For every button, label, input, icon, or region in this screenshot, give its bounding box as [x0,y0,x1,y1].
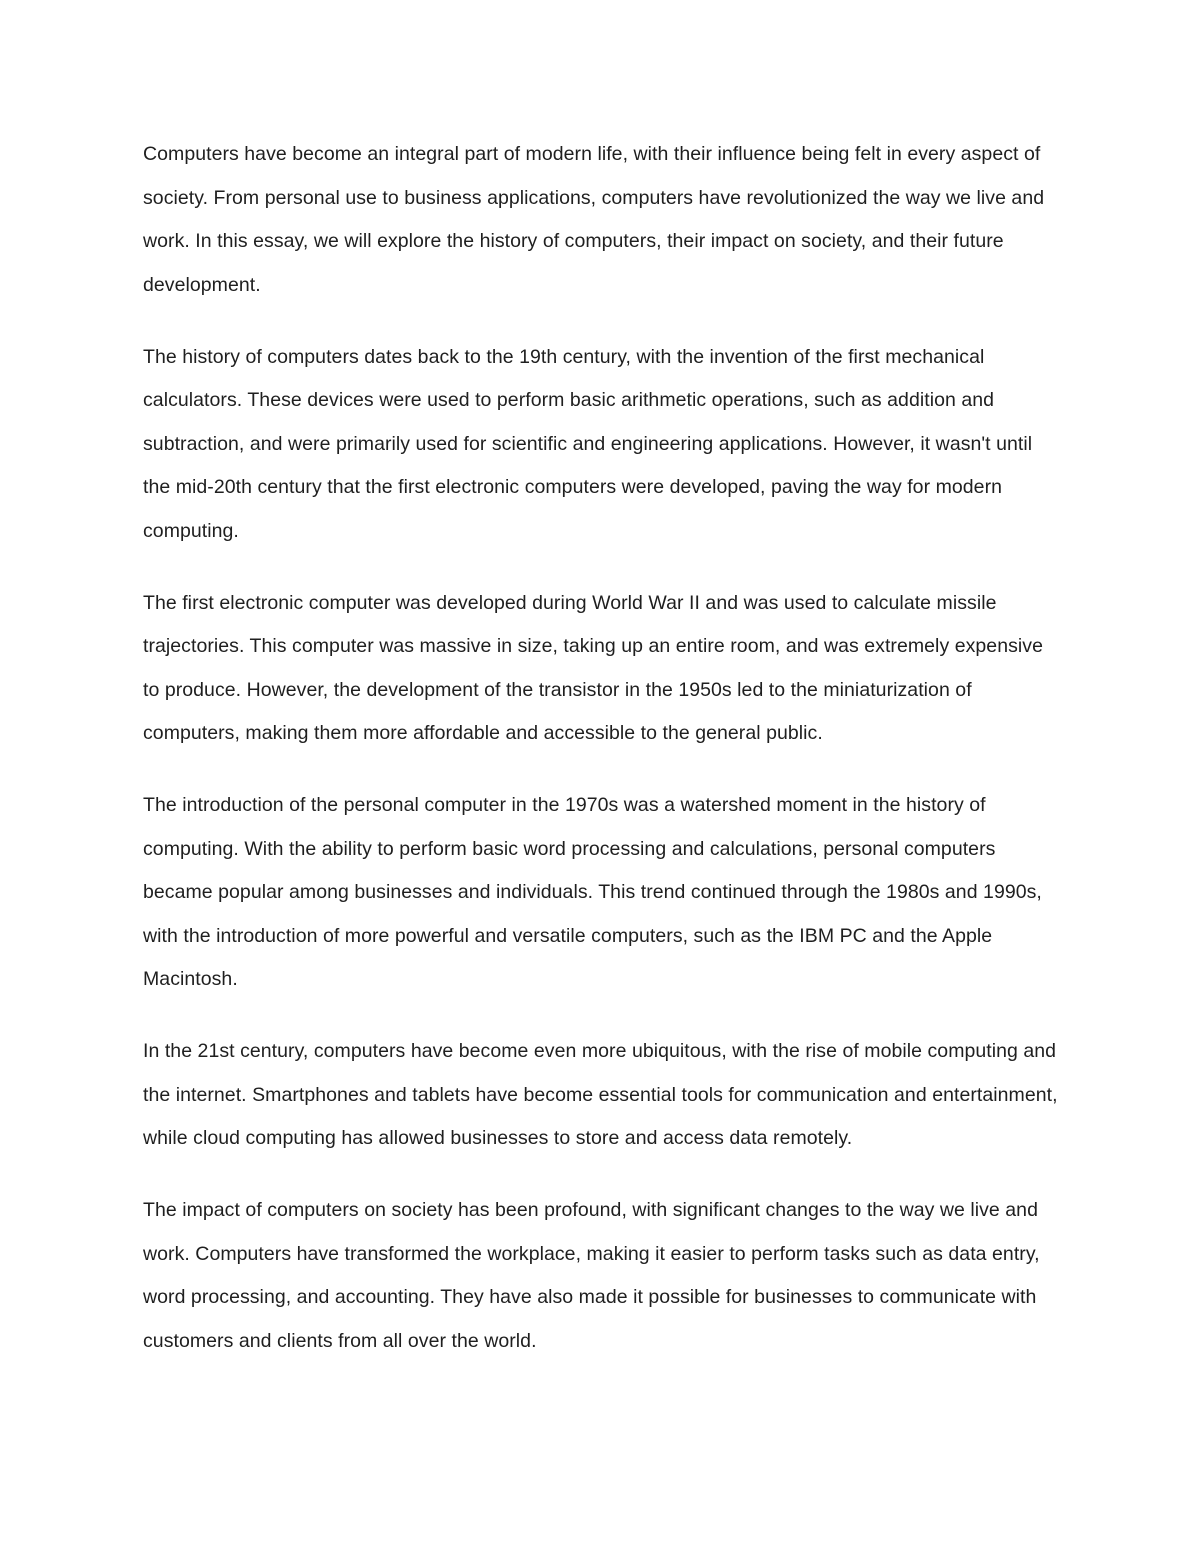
essay-body [143,133,1063,1392]
paragraph-intro: Computers have become an integral part of modern life, with their influence being felt in every aspect of society. From personal use to business applications, computers have revolutionized the way we live and work. In this essay, we will explore the history of computers, their impact on society, and their future development. [143,143,1045,296]
paragraph-21st-century: In the 21st century, computers have become even more ubiquitous, with the rise of mobile computing and the internet. Smartphones and tablets have become essential tools for communication and entertainment, while cloud computing has allowed businesses to store and access data remotely. [143,1040,1058,1149]
paragraph-first-electronic-computer: The first electronic computer was developed during World War II and was used to calculate missile trajectories. This computer was massive in size, taking up an entire room, and was extremely expensive to produce. However, the development of the transistor in the 1950s led to the miniaturization of computers, making them more affordable and accessible to the general public. [143,591,1043,744]
paragraph-impact: The impact of computers on society has been profound, with significant changes to the way we live and work. Computers have transformed the workplace, making it easier to perform tasks such as data entry, word processing, and accounting. They have also made it possible for businesses to communicate with customers and clients from all over the world. [143,1199,1040,1352]
paragraph-personal-computer: The introduction of the personal computer in the 1970s was a watershed moment in the history of computing. With the ability to perform basic word processing and calculations, personal computers became popular among businesses and individuals. This trend continued through the 1980s and 1990s, with the introduction of more powerful and versatile computers, such as the IBM PC and the Apple Macintosh. [143,794,1042,990]
paragraph-history: The history of computers dates back to the 19th century, with the invention of the first mechanical calculators. These devices were used to perform basic arithmetic operations, such as addition and subtraction, and were primarily used for scientific and engineering applications. However, it wasn't until the mid-20th century that the first electronic computers were developed, paving the way for modern computing. [143,345,1033,542]
